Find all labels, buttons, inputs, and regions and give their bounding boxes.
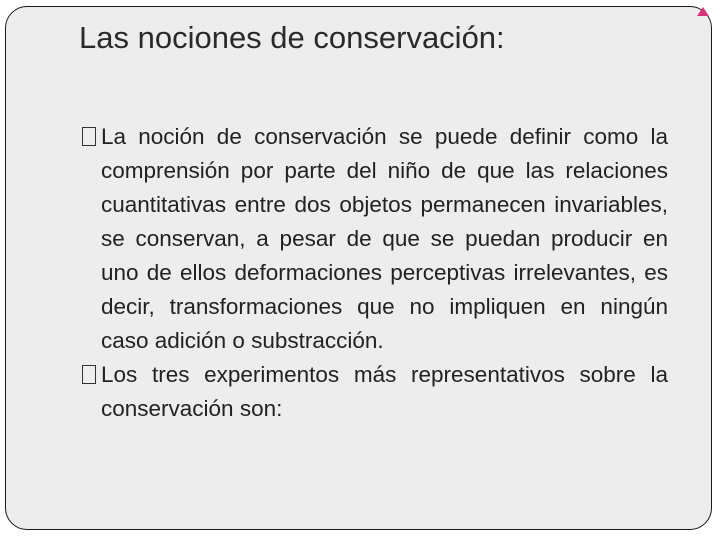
slide-body [0,120,720,426]
corner-accent-icon [697,7,709,16]
bullet-box-icon [82,127,96,146]
bullet-text: Los tres experimentos más representativos sobre la conservación son: [101,362,668,421]
bullet-box-icon [82,365,96,384]
bullet-item [0,120,668,358]
bullet-item [0,358,668,426]
bullet-text: La noción de conservación se puede definir como la comprensión por parte del niño de que las relaciones cuantitativas entre dos objetos permanecen invariables, se conservan, a pesar de que se puedan producir en uno de ellos deformaciones perceptivas irrelevantes, es decir, transformaciones que no impliquen en ningún caso adición o substracción. [101,124,668,353]
slide-title: Las nociones de conservación: [79,20,505,55]
